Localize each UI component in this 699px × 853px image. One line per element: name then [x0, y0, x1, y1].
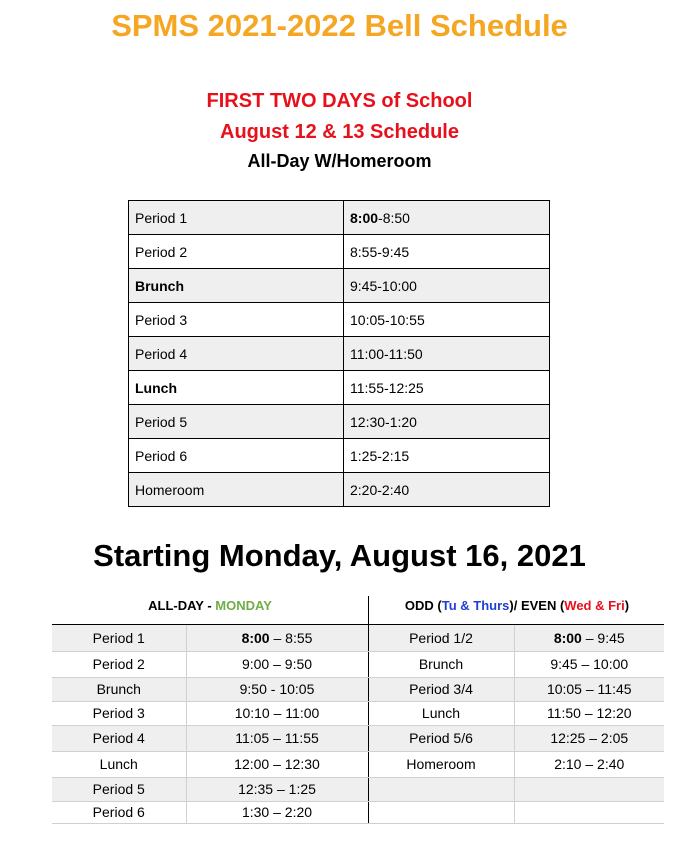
time-range: 12:25 – 2:05 [550, 730, 629, 746]
period-cell: Period 3 [129, 303, 344, 337]
page-title: SPMS 2021-2022 Bell Schedule [111, 8, 568, 43]
odd-even-time-cell [514, 625, 664, 651]
period-cell: Brunch [129, 269, 344, 303]
time-range: 11:00-11:50 [350, 345, 423, 362]
time-start-bold: 8:00 [350, 209, 379, 226]
odd-even-time-cell [514, 777, 664, 801]
period-cell: Period 4 [129, 337, 344, 371]
first-days-dates: August 12 & 13 Schedule [220, 121, 459, 143]
table-row [52, 625, 664, 651]
monday-time-cell [186, 777, 368, 801]
monday-period-cell: Brunch [52, 677, 186, 701]
time-range: 11:50 – 12:20 [546, 705, 632, 721]
period-cell: Homeroom [129, 473, 344, 507]
odd-even-time-cell [514, 801, 664, 823]
time-cell [344, 371, 550, 405]
time-range: 1:25-2:15 [350, 447, 410, 464]
time-range: 1:30 – 2:20 [241, 804, 313, 820]
time-cell [344, 473, 550, 507]
time-range: 12:35 – 1:25 [238, 781, 316, 797]
odd-even-period-cell: Period 3/4 [368, 677, 514, 701]
time-range: 10:05-10:55 [350, 311, 425, 328]
period-cell: Lunch [129, 371, 344, 405]
time-cell [344, 439, 550, 473]
monday-time-cell [186, 625, 368, 651]
time-range: 2:20-2:40 [350, 481, 410, 498]
first-days-subtitle: All-Day W/Homeroom [247, 151, 432, 171]
table-row [129, 405, 550, 439]
odd-even-period-cell [368, 801, 514, 823]
time-start-bold: 8:00 [553, 629, 582, 646]
table-row [129, 337, 550, 371]
period-cell: Period 5 [129, 405, 344, 439]
odd-even-period-cell: Homeroom [368, 751, 514, 777]
time-cell [344, 405, 550, 439]
table-row [129, 201, 550, 235]
time-cell [344, 337, 550, 371]
table-row [129, 303, 550, 337]
monday-label: MONDAY [215, 598, 272, 613]
monday-period-cell: Period 1 [52, 625, 186, 651]
monday-period-cell: Period 2 [52, 651, 186, 677]
time-cell [344, 269, 550, 303]
period-cell: Period 6 [129, 439, 344, 473]
table-row [129, 473, 550, 507]
time-range: 8:55-9:45 [350, 243, 410, 260]
first-days-schedule-table [128, 200, 550, 507]
wed-fri-label: Wed & Fri [564, 598, 625, 613]
odd-even-time-cell [514, 677, 664, 701]
first-days-heading: FIRST TWO DAYS of School [206, 90, 473, 112]
odd-even-header [370, 598, 664, 613]
time-range: – 8:55 [269, 629, 313, 646]
time-range: -8:50 [378, 209, 410, 226]
table-row [52, 777, 664, 801]
time-range: 9:50 - 10:05 [239, 681, 315, 697]
monday-time-cell [186, 677, 368, 701]
table-row [129, 371, 550, 405]
time-range: 11:55-12:25 [350, 379, 424, 396]
monday-time-cell [186, 751, 368, 777]
time-start-bold: 8:00 [241, 629, 270, 646]
monday-period-cell: Period 5 [52, 777, 186, 801]
all-day-label: ALL-DAY - [148, 598, 216, 613]
table-row [52, 651, 664, 677]
monday-time-cell [186, 651, 368, 677]
table-row [129, 439, 550, 473]
time-range: 9:45-10:00 [350, 277, 417, 294]
monday-period-cell: Lunch [52, 751, 186, 777]
period-cell: Period 1 [129, 201, 344, 235]
period-cell: Period 2 [129, 235, 344, 269]
odd-even-period-cell: Period 1/2 [368, 625, 514, 651]
table-row [52, 751, 664, 777]
time-range: 10:05 – 11:45 [546, 681, 632, 697]
odd-label: ODD ( [404, 598, 442, 613]
table-row [129, 235, 550, 269]
time-range: 2:10 – 2:40 [554, 756, 625, 772]
close-paren: ) [624, 598, 630, 613]
odd-even-time-cell [514, 701, 664, 725]
time-range: 12:00 – 12:30 [234, 756, 320, 772]
monday-period-cell: Period 4 [52, 725, 186, 751]
table-row [52, 677, 664, 701]
table-row [52, 701, 664, 725]
time-cell [344, 235, 550, 269]
all-day-monday-header [52, 598, 368, 613]
monday-time-cell [186, 701, 368, 725]
monday-time-cell [186, 801, 368, 823]
tu-thurs-label: Tu & Thurs [441, 598, 510, 613]
time-range: 9:00 – 9:50 [241, 656, 313, 672]
regular-schedule-table [52, 625, 664, 824]
odd-even-period-cell: Lunch [368, 701, 514, 725]
monday-period-cell: Period 3 [52, 701, 186, 725]
time-range: – 9:45 [581, 629, 625, 646]
time-range: 11:05 – 11:55 [235, 730, 319, 746]
table-row [52, 725, 664, 751]
monday-time-cell [186, 725, 368, 751]
table-row [129, 269, 550, 303]
time-cell [344, 201, 550, 235]
time-cell [344, 303, 550, 337]
time-range: 10:10 – 11:00 [234, 705, 320, 721]
odd-even-time-cell [514, 751, 664, 777]
odd-even-period-cell [368, 777, 514, 801]
monday-period-cell: Period 6 [52, 801, 186, 823]
table-row [52, 801, 664, 823]
odd-even-period-cell: Period 5/6 [368, 725, 514, 751]
odd-even-time-cell [514, 651, 664, 677]
time-range: 9:45 – 10:00 [550, 656, 629, 672]
odd-even-period-cell: Brunch [368, 651, 514, 677]
starting-heading: Starting Monday, August 16, 2021 [93, 538, 586, 573]
time-range: 12:30-1:20 [350, 413, 417, 430]
even-label: )/ EVEN ( [509, 598, 565, 613]
odd-even-time-cell [514, 725, 664, 751]
